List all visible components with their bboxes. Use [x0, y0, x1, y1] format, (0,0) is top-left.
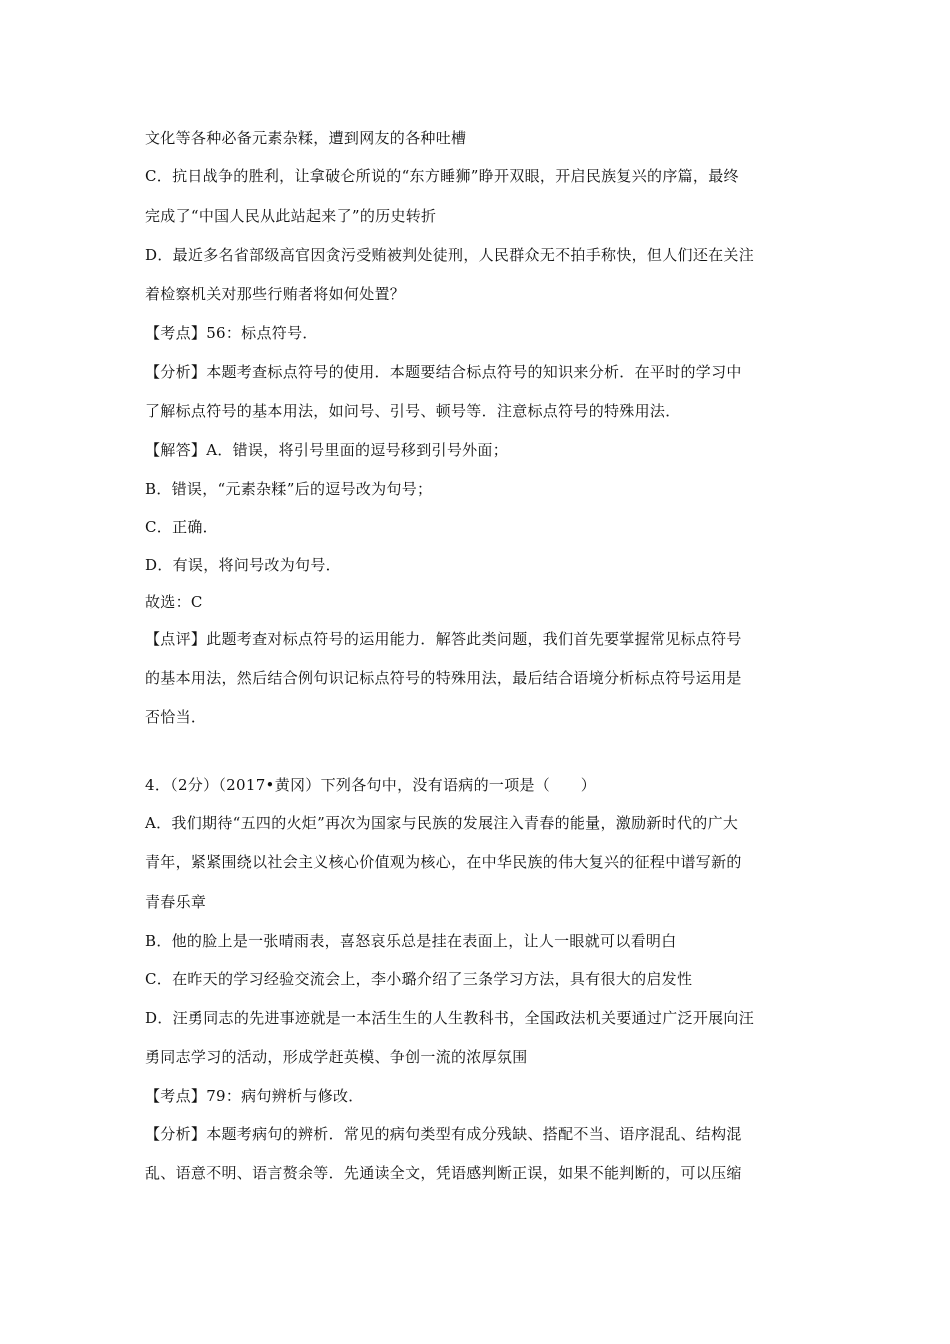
- text-line: 青春乐章: [145, 893, 207, 911]
- text-line: 着检察机关对那些行贿者将如何处置？: [145, 285, 406, 303]
- option-c-line: C．在昨天的学习经验交流会上，李小璐介绍了三条学习方法，具有很大的启发性: [145, 970, 693, 988]
- answer-b-line: B．错误，“元素杂糅”后的逗号改为句号；: [145, 480, 433, 498]
- answer-c-line: C．正确．: [145, 518, 218, 536]
- option-b-line: B．他的脸上是一张晴雨表，喜怒哀乐总是挂在表面上，让人一眼就可以看明白: [145, 932, 677, 950]
- option-a-line: A．我们期待“五四的火炬”再次为国家与民族的发展注入青春的能量，激励新时代的广大: [145, 814, 739, 832]
- answer-d-line: D．有误，将问号改为句号．: [145, 556, 341, 574]
- fenxi-label: 【分析】本题考查标点符号的使用．本题要结合标点符号的知识来分析．在平时的学习中: [145, 363, 742, 381]
- text-line: 勇同志学习的活动，形成学赶英模、争创一流的浓厚氛围: [145, 1048, 528, 1066]
- kaodian-label: 【考点】79：病句辨析与修改．: [145, 1087, 364, 1105]
- answer-choice: 故选：C: [145, 593, 203, 611]
- text-line: 文化等各种必备元素杂糅，遭到网友的各种吐槽: [145, 129, 467, 147]
- text-line: 否恰当．: [145, 708, 207, 726]
- question-4-title: 4．（2分）（2017•黄冈）下列各句中，没有语病的一项是（ ）: [145, 776, 597, 794]
- text-line: 完成了“中国人民从此站起来了”的历史转折: [145, 207, 437, 225]
- text-line: 乱、语意不明、语言赘余等．先通读全文，凭语感判断正误，如果不能判断的，可以压缩: [145, 1164, 742, 1182]
- dianping-label: 【点评】此题考查对标点符号的运用能力．解答此类问题，我们首先要掌握常见标点符号: [145, 630, 742, 648]
- option-d-line: D．最近多名省部级高官因贪污受贿被判处徒刑，人民群众无不拍手称快，但人们还在关注: [145, 246, 755, 264]
- text-line: 青年，紧紧围绕以社会主义核心价值观为核心，在中华民族的伟大复兴的征程中谱写新的: [145, 853, 742, 871]
- text-line: 了解标点符号的基本用法，如问号、引号、顿号等．注意标点符号的特殊用法．: [145, 402, 681, 420]
- option-c-line: C．抗日战争的胜利，让拿破仑所说的“东方睡狮”睁开双眼，开启民族复兴的序篇，最终: [145, 167, 739, 185]
- option-d-line: D．汪勇同志的先进事迹就是一本活生生的人生教科书，全国政法机关要通过广泛开展向汪: [145, 1009, 755, 1027]
- fenxi-label: 【分析】本题考病句的辨析．常见的病句类型有成分残缺、搭配不当、语序混乱、结构混: [145, 1125, 742, 1143]
- jieda-label: 【解答】A．错误，将引号里面的逗号移到引号外面；: [145, 441, 509, 459]
- text-line: 的基本用法，然后结合例句识记标点符号的特殊用法，最后结合语境分析标点符号运用是: [145, 669, 742, 687]
- kaodian-label: 【考点】56：标点符号．: [145, 324, 318, 342]
